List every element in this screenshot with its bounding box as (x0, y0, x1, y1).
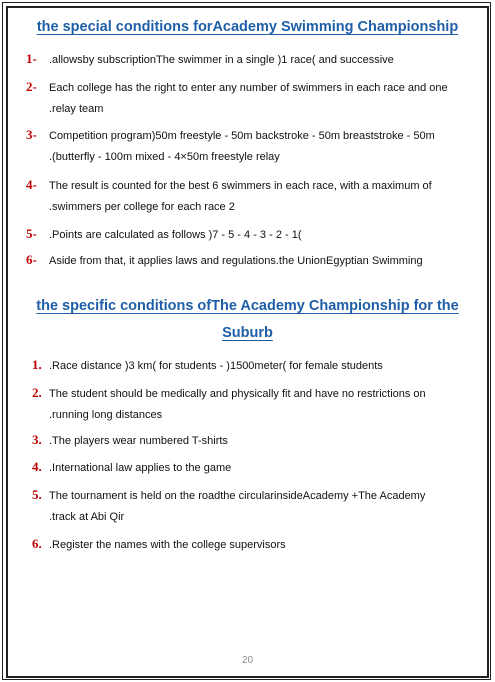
item-text: Each college has the right to enter any number of swimmers in each race and one (49, 82, 448, 94)
item-number: 3- (26, 127, 37, 142)
item-text: Aside from that, it applies laws and regulations.the UnionEgyptian Swimming (49, 255, 423, 267)
item-text: .relay team (49, 102, 104, 115)
item-text: .Race distance )3 km( for students - )1500meter( for female students (49, 360, 383, 372)
item-number: 1. (32, 357, 42, 372)
item-number: 3. (32, 432, 42, 447)
section2-title-line2: Suburb (222, 325, 273, 341)
item-text: .Register the names with the college supervisors (49, 539, 286, 551)
item-text: .International law applies to the game (49, 462, 232, 474)
item-number: 1- (26, 51, 37, 66)
item-number: 4. (32, 459, 42, 474)
item-number: 5- (26, 226, 37, 241)
item-text: .swimmers per college for each race 2 (49, 200, 235, 213)
item-text: .The players wear numbered T-shirts (49, 435, 228, 447)
item-text: .track at Abi Qir (49, 510, 125, 523)
item-text: The tournament is held on the roadthe circularinsideAcademy +The Academy (49, 490, 426, 502)
item-text: .allowsby subscriptionThe swimmer in a single )1 race( and successive (49, 54, 394, 66)
item-text: .running long distances (49, 408, 163, 421)
item-number: 2- (26, 79, 37, 94)
item-text: The result is counted for the best 6 swimmers in each race, with a maximum of (49, 180, 432, 192)
item-text: .(butterfly - 100m mixed - 4×50m freestyle relay (49, 150, 280, 163)
section2-title-line1: the specific conditions ofThe Academy Championship for the (36, 298, 459, 314)
item-text: The student should be medically and physically fit and have no restrictions on (49, 388, 426, 400)
item-text: Competition program)50m freestyle - 50m backstroke - 50m breaststroke - 50m (49, 130, 435, 142)
section1-title: the special conditions forAcademy Swimming Championship (36, 19, 459, 35)
item-number: 5. (32, 487, 42, 502)
item-text: .Points are calculated as follows )7 - 5 - 4 - 3 - 2 - 1( (49, 229, 302, 241)
item-number: 6- (26, 252, 37, 267)
item-number: 6. (32, 536, 42, 551)
page-number: 20 (241, 655, 254, 666)
item-number: 2. (32, 385, 42, 400)
item-number: 4- (26, 177, 37, 192)
